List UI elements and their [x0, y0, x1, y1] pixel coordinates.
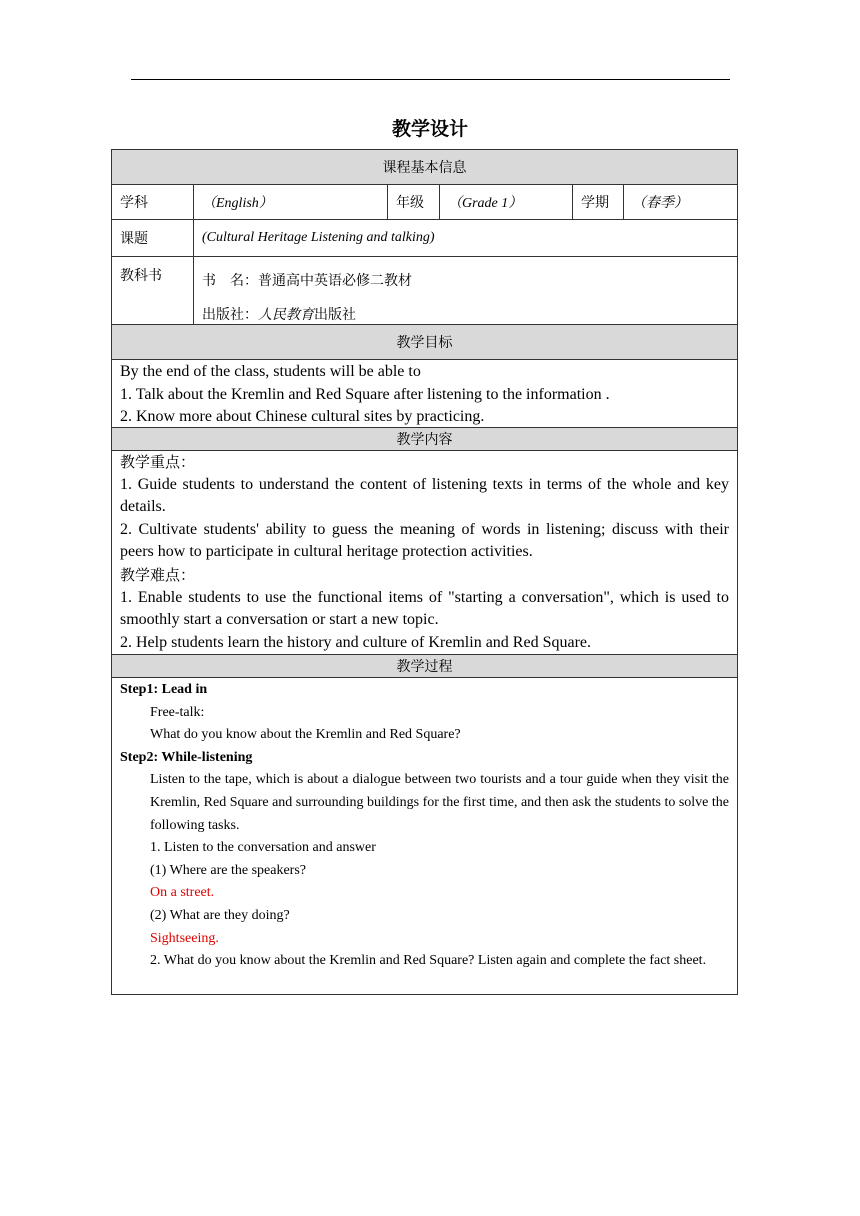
textbook-info	[194, 257, 737, 324]
step2-title: Step2: While-listening	[120, 749, 253, 765]
section-objectives: 教学目标	[112, 325, 737, 360]
step1-line: Free-talk:	[150, 704, 205, 720]
grade-label: 年级	[388, 185, 440, 219]
topic-label: 课题	[112, 220, 194, 256]
question-1: (1) Where are the speakers?	[150, 862, 306, 878]
document-title: 教学设计	[391, 118, 468, 140]
objectives-text	[112, 360, 618, 427]
key-point-item: 1. Guide students to understand the content of listening texts in terms of the whole and key details.	[120, 475, 729, 516]
process-row	[112, 678, 737, 995]
difficult-point-item: 2. Help students learn the history and culture of Kremlin and Red Square.	[120, 633, 591, 651]
step1-line: What do you know about the Kremlin and Red Square?	[150, 727, 461, 743]
objective-item: 1. Talk about the Kremlin and Red Square after listening to the information .	[120, 385, 610, 403]
answer-1: On a street.	[150, 885, 215, 901]
term-label: 学期	[573, 185, 624, 219]
section-content: 教学内容	[112, 428, 737, 451]
term-value: （春季）	[632, 196, 688, 211]
task-1: 1. Listen to the conversation and answer	[150, 840, 376, 856]
section-process: 教学过程	[112, 655, 737, 678]
key-points-heading: 教学重点：	[120, 453, 196, 471]
textbook-row	[112, 257, 737, 325]
difficult-point-item: 1. Enable students to use the functional items of "starting a conversation", which is used to smoothly start a conversation or start a new topic.	[120, 588, 729, 629]
objective-item: 2. Know more about Chinese cultural sites by practicing.	[120, 408, 485, 426]
grade-value: （Grade 1）	[440, 185, 573, 219]
section-basic-info: 课程基本信息	[112, 150, 737, 185]
textbook-label: 教科书	[112, 257, 194, 324]
key-point-item: 2. Cultivate students' ability to guess the meaning of words in listening; discuss with their peers how to participate in cultural heritage protection activities.	[120, 520, 729, 561]
header-rule	[131, 79, 730, 80]
difficult-points-heading: 教学难点：	[120, 565, 196, 584]
answer-2: Sightseeing.	[150, 930, 219, 946]
subject-value: （English）	[194, 185, 388, 219]
process-text	[112, 678, 737, 994]
step2-intro: Listen to the tape, which is about a dialogue between two tourists and a tour guide when they visit the Kremlin, Red Square and surrounding buildings for the first time, and then ask the students to solve the following tasks.	[150, 772, 729, 833]
topic-value: (Cultural Heritage Listening and talking)	[202, 230, 435, 245]
question-2: (2) What are they doing?	[150, 907, 290, 923]
lesson-plan-table	[111, 149, 738, 995]
topic-row	[112, 220, 737, 257]
publisher: 出版社：人民教育出版社	[202, 307, 356, 323]
step1-title: Step1: Lead in	[120, 682, 208, 697]
subject-label: 学科	[112, 185, 194, 219]
content-row	[112, 451, 737, 655]
book-name: 书 名：普通高中英语必修二教材	[202, 273, 412, 289]
content-text	[112, 451, 737, 654]
objectives-row	[112, 360, 737, 428]
objectives-intro: By the end of the class, students will be able to	[120, 363, 421, 380]
subject-row	[112, 185, 737, 220]
task-2: 2. What do you know about the Kremlin and Red Square? Listen again and complete the fact sheet.	[150, 953, 707, 969]
